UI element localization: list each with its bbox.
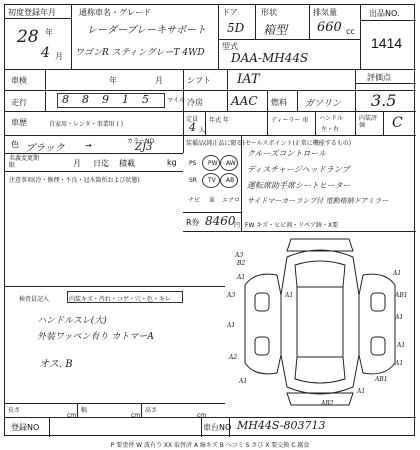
equipment-circle-aw: [220, 155, 238, 171]
shape-value: 箱型: [263, 23, 288, 37]
eval-value: 3.5: [371, 91, 397, 110]
damage-mark: A3: [235, 252, 244, 259]
listing-no-value: 1414: [371, 35, 403, 51]
mileage-unit: マイル: [167, 97, 185, 104]
equipment-pw: PW: [208, 160, 218, 167]
name-change-month: 月: [73, 159, 81, 168]
divider: [5, 171, 183, 172]
inspector-line: オス. B: [39, 359, 73, 370]
color-code-label: カラーNO: [127, 138, 155, 145]
model-value: DAA-MH44S: [231, 51, 309, 65]
r-ticket-value: 8460: [205, 214, 236, 228]
color-label: 色: [11, 140, 19, 149]
damage-mark: AB1: [375, 376, 388, 383]
damage-mark: A1: [239, 378, 248, 385]
inspector-label: 検査員記入: [19, 296, 50, 303]
equipment-ab: AB: [226, 177, 235, 184]
car-name-line2: ワゴンR スティングレーT 4WD: [75, 48, 205, 58]
equipment-label: 装備品(純正品に限る): [186, 140, 245, 147]
divider: [355, 83, 416, 84]
door-label: ドア: [222, 8, 238, 17]
mileage-digit: 8: [82, 93, 89, 106]
equipment-aero: エアロ: [222, 197, 241, 204]
damage-mark: A2: [229, 354, 238, 361]
chassis-no-value: MH44S-803713: [237, 419, 326, 432]
door-value: 5D: [227, 21, 245, 35]
divider: [71, 5, 72, 69]
mileage-digit: 8: [62, 93, 69, 106]
shift-value: IAT: [237, 72, 260, 87]
damage-mark: A1: [395, 314, 404, 321]
width-label: 幅: [81, 407, 88, 414]
divider: [241, 135, 242, 231]
damage-mark: A1: [237, 274, 246, 281]
interior-value: C: [392, 115, 403, 131]
mileage-label: 走行: [11, 98, 27, 107]
fuel-label: 燃料: [271, 98, 287, 107]
chassis-no-label: 車台NO: [203, 423, 232, 432]
divider: [141, 403, 142, 417]
year-model-label: 年式 年: [209, 117, 229, 124]
inspection-label: 車検: [11, 76, 27, 85]
divider: [360, 5, 361, 69]
width-unit: cm: [131, 412, 141, 419]
divider: [218, 5, 219, 69]
capacity-label: 定員: [186, 116, 199, 123]
divider: [5, 135, 416, 136]
divider: [77, 403, 78, 417]
inspection-month: 月: [155, 76, 163, 85]
mileage-digit: 1: [122, 93, 129, 106]
mileage-digit: 5: [142, 93, 149, 106]
sales-point-line: クルーズコントロール: [247, 149, 327, 158]
inspection-year: 年: [109, 76, 117, 85]
height-unit: cm: [197, 412, 207, 419]
color-value: ブラック: [25, 143, 65, 154]
fw-label: FW キズ・ヒビ割・リペア跡・X要: [245, 222, 339, 229]
divider: [5, 417, 416, 418]
equipment-leather: 革: [209, 197, 216, 204]
inspector-line: 外装ワッペン有り カトマーA: [37, 332, 154, 342]
equipment-circle-pw: [202, 155, 220, 171]
damage-mark: AB1: [395, 292, 408, 299]
divider: [383, 111, 384, 135]
first-reg-year: 28: [17, 27, 39, 47]
damage-mark: AB2: [321, 400, 334, 407]
divider: [5, 403, 225, 404]
divider: [355, 111, 416, 112]
length-label: 長さ: [8, 407, 21, 414]
handle-value: 左・右: [321, 126, 340, 133]
equipment-circle-ab: [220, 173, 238, 188]
history-options: 自家用・レンタ・事業用 ( ): [49, 121, 124, 128]
length-unit: cm: [67, 412, 77, 419]
mileage-digit: 9: [102, 93, 109, 106]
divider: [5, 111, 355, 112]
equipment-tv: TV: [208, 177, 216, 184]
capacity-unit: 人: [199, 127, 206, 134]
displacement-label: 排気量: [313, 8, 337, 17]
equipment-sr: SR: [189, 177, 197, 184]
first-reg-label: 初度登録年月: [8, 8, 56, 17]
sales-point-line: 運転席助手席シートヒーター: [247, 181, 351, 190]
damage-legend: P 要塗替 W 波有り XX 取替済 A 線キズ B へコミ S さび X 要交換 C 腐食: [110, 442, 310, 449]
auction-sheet: [4, 4, 415, 436]
divider: [355, 69, 356, 135]
r-ticket-unit: 円: [234, 222, 241, 229]
equipment-circle-tv: [202, 173, 220, 188]
reg-no-label: 登録NO: [11, 423, 40, 432]
equipment-ps: PS: [189, 160, 197, 167]
first-reg-month-unit: 月: [55, 52, 63, 61]
damage-mark: B2: [237, 260, 246, 267]
divider: [255, 5, 256, 39]
first-reg-month: 4: [41, 45, 50, 61]
divider: [201, 417, 202, 437]
car-damage-diagram: [225, 235, 415, 410]
loaded-kg: kg: [167, 158, 177, 167]
capacity-value: 4: [189, 121, 196, 134]
car-name-label: 通称車名・グレード: [79, 8, 151, 17]
displacement-unit: cc: [346, 27, 355, 36]
ac-value: AAC: [231, 94, 258, 108]
height-label: 高さ: [145, 407, 158, 414]
divider: [309, 5, 310, 39]
damage-mark: A3: [227, 292, 236, 299]
ac-label: 冷房: [187, 98, 203, 107]
color-arrow: →: [85, 141, 92, 150]
damage-mark: A1: [393, 270, 402, 277]
divider: [267, 111, 268, 135]
damage-mark: A1: [285, 292, 294, 299]
sales-point-line: サイドマーカーランプ付 電動格納ドアミラー: [247, 197, 389, 205]
handle-label: ハンドル: [319, 115, 344, 122]
divider: [183, 231, 416, 232]
damage-mark: A1: [395, 360, 404, 367]
name-change-label: 名義変更期限: [9, 155, 40, 169]
divider: [45, 69, 46, 111]
shift-label: シフト: [187, 76, 211, 85]
car-name-line1: レーダーブレーキサポート: [87, 25, 207, 36]
notes-label: 注意事項(冷・修理・不良・冠水箇所および状態): [9, 177, 140, 184]
dealer-label: ディーラー 車: [271, 117, 309, 124]
inspector-options: 内装キズ・汚れ・コゲ・穴・色・キレ: [69, 296, 171, 303]
fuel-value: ガソリン: [305, 99, 342, 109]
r-ticket-label: R券: [186, 218, 200, 227]
divider: [218, 39, 360, 40]
name-change-day: 日迄: [93, 159, 109, 168]
equipment-aw: AW: [226, 160, 236, 167]
listing-no-label: 出品NO.: [369, 9, 400, 18]
divider: [360, 20, 416, 21]
divider: [183, 212, 241, 213]
eval-label: 評価点: [367, 73, 391, 82]
divider: [205, 111, 206, 135]
history-label: 車歴: [11, 118, 27, 127]
loaded-label: 積載: [119, 159, 135, 168]
shape-label: 形状: [261, 8, 277, 17]
divider: [267, 90, 268, 111]
equipment-navi: ナビ: [188, 197, 201, 204]
color-code-value: ZJ3: [135, 142, 153, 153]
divider: [227, 69, 228, 111]
interior-label: 内装評価: [359, 115, 378, 129]
inspector-line: ハンドルスレ(大): [37, 316, 107, 326]
damage-mark: A1: [357, 388, 366, 395]
sales-point-label: セールスポイント(正常に機能するもの): [245, 140, 352, 147]
first-reg-year-unit: 年: [45, 28, 53, 37]
displacement-value: 660: [317, 20, 342, 35]
divider: [49, 417, 50, 437]
divider: [5, 18, 71, 19]
divider: [315, 111, 316, 135]
damage-mark: A1: [397, 342, 406, 349]
damage-mark: A1: [227, 322, 236, 329]
divider: [297, 90, 298, 111]
model-label: 型式: [222, 42, 238, 51]
divider: [5, 286, 225, 287]
sales-point-line: ディスチャージヘッドランプ: [247, 165, 350, 174]
